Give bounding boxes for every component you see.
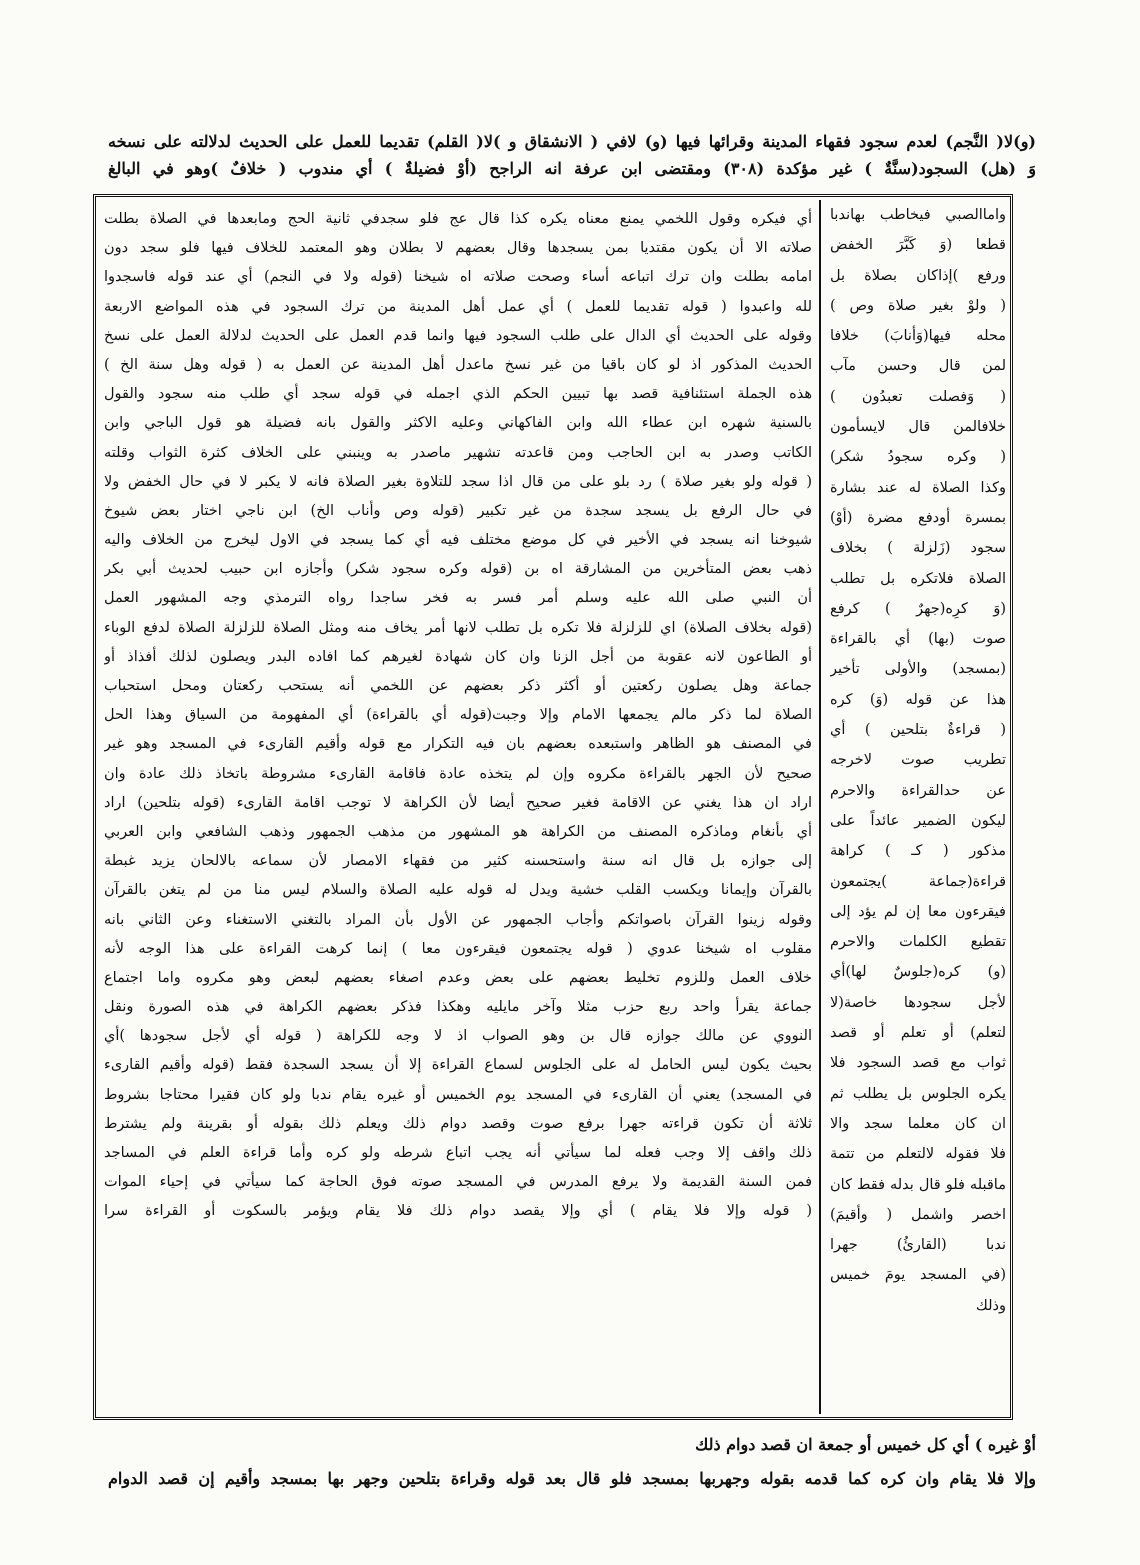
commentary-line: جماعة يقرأ واحد ربع حزب مثلا وآخر مايليه وهكذا فذكر بعضهم الكراهة في هذه الصورة ونقل [104,999,812,1016]
matn-line: ان كان معلما سجد والا [830,1115,1006,1132]
commentary-line: ( قوله ولو بغير صلاة ) رد بلو على من قال اذا سجد للتلاوة بغير الصلاة فانه لا يكبر لا في حال الخفض ولا [104,473,812,490]
matn-line: ( ولوْ بغير صلاة وص ) [830,297,1006,314]
matn-line: الصلاة فلاتكره بل تطلب [830,570,1006,587]
matn-line: ثواب مع قصد السجود فلا [830,1055,1006,1072]
matn-line: لأجل سجودها خاصة(لا [830,994,1006,1011]
commentary-line: صلاته الا أن يكون مقتديا بمن يسجدها وقال بعضهم لا بطلان وهو المعتمد للخلاف فيها فلو سجد دون [104,240,812,257]
commentary-line: بالقرآن وإيمانا ويكسب القلب خشية ويدل له قوله عليه الصلاة والسلام ليس منا من لم يتغن بالقرآن [104,882,812,899]
commentary-line: بحيث يكون ليس الحامل له على الجلوس لسماع القراءة إلا أن يسجد السجدة فقط (قوله وأقيم القارىء [104,1057,812,1074]
commentary-line: أن النبي صلى الله عليه وسلم أمر فسر به فخر ساجدا رواه الترمذي وجه المشهور العمل [104,590,812,607]
matn-line: فلا فقوله لالتعلم من تتمة [830,1146,1006,1163]
commentary-line: خلاف العمل وللزوم تخليط بعضهم على بعض وعدم اصغاء بعضهم لبعض وهو مكروه واما اجتماع [104,969,812,986]
commentary-line: لله واعبدوا ( قوله تقديما للعمل ) أي عمل أهل المدينة من ترك السجود في هذه المواضع الاربعة [104,298,812,315]
matn-line: وذلك [975,1297,1006,1314]
commentary-line: وقوله زينوا القرآن باصواتكم وأجاب الجمهور عن الأول بأن المراد بالتغني الاستغناء وعن الثاني بانه [104,911,812,928]
matn-line: تطريب صوت لاخرجه [830,752,1006,769]
commentary-line: شيوخنا انه يسجد في الأخير في كل موضع مختلف فيه أي كما يسجد في الاول ليخرج من الخلاف واليه [104,532,812,549]
matn-line: تقطيع الكلمات والاحرم [830,934,1006,951]
matn-line: بمسرة أودفع مضرة (أوْ) [830,509,1006,526]
matn-line: محله فيها(وَأنابَ) خلافا [830,328,1006,345]
commentary-line: مقلوب اه شيخنا عدوي ( قوله يجتمعون فيقرءون معا ) إنما كرهت القراءة على هذا الوجه لأنه [104,940,812,957]
matn-line: ( وكره سجودُ شكر) [830,449,1006,466]
matn-line: يكره الجلوس بل يطلب ثم [830,1085,1006,1102]
commentary-line: وقوله على الحديث أي الدال على طلب السجود فيها وانما قدم العمل على الحديث لدلالة العمل على نسخ [104,327,812,344]
bottom-text-line: وإلا فلا يقام وان كره كما قدمه بقوله وجهربها بمسجد فلو قال بعد قوله وقراءة بتلحين وجهر بها بمسجد وأقيم إن قصد الدوام [108,1469,1036,1488]
commentary-line: فمن السنة القديمة ولا يرفع المدرس في المسجد صوته فوق الحاجة كما سيأتي في إحياء الموات [104,1174,812,1191]
commentary-line: ( قوله وإلا فلا يقام ) أي وإلا يقصد دوام ذلك فلا يقام ويؤمر بالسكوت أو القراءة سرا [104,1203,812,1220]
bottom-text-line: أوْ غيره ) أي كل خميس أو جمعة ان قصد دوام ذلك [695,1435,1036,1454]
commentary-line: الكاتب وصدر به ابن الحاجب ومن قاعدته تشهير ماصدر به وينبني على الخلاف كثرة الثواب وقلته [104,444,812,461]
matn-line: مذكور ( كـ ) كراهة [830,843,1006,860]
commentary-line: أي بأنغام وماذكره المصنف من الكراهة هو المشهور من مذهب الجمهور وذهب الشافعي وابن العربي [104,823,812,840]
matn-line: ندبا (القارئُ) جهرا [830,1237,1006,1254]
commentary-line: أي فيكره وقول اللخمي يمنع معناه يكره كذا قال عج فلو سجدفي ثانية الحج ومابعدها في الصلاة بطلت [104,211,812,227]
commentary-line: جماعة وهل يصلون ركعتين أو أكثر ذكر بعضهم عن اللخمي أنه يستحب ركعتان ومحل استحباب [104,678,812,694]
commentary-line: في حال الرفع بل يسجد سجدة من غير تكبير (قوله وص وأناب الخ) ابن ناجي اختار بعض شيوخ [104,502,812,519]
commentary-text-column [104,205,812,1227]
commentary-line: ثلاثة أن تكون قراءته جهرا برفع صوت وقصد دوام ذلك ويعلم ذلك بقوله أو بقرينة ولم يشترط [104,1115,812,1132]
matn-line: (و) كره(جلوسٌ لها)أي [830,964,1006,981]
matn-line: لمن قال وحسن مآب [830,358,1006,375]
matn-line: فيقرءون معا إن لم يؤد إلى [830,903,1006,920]
commentary-line: أو الطاعون لانه عقوبة من أجل الزنا وان كان شهادة لغيرهم كما افاده البدر ويصلون لذلك أفذاذ أو [104,648,812,665]
matn-line: قطعا (وَ كَبَّرَ الخفض [830,237,1006,254]
matn-line: لتعلم) أو تعلم أو قصد [830,1025,1006,1042]
top-text-line: وَ (هل) السجود(سنَّةٌ ) غير مؤكدة (٣٠٨) ومقتضى ابن عرفة انه الراجح (أوْ فضيلةٌ ) أي مندوب ( خلافٌ )وهو في البالغ [108,159,1036,178]
commentary-line: امامه بطلت وان ترك اتباعه أساء وصحت صلاته اه شيخنا (قوله ولا في النجم) أي عند قوله فاسجدوا [104,269,812,286]
commentary-line: ذهب بعض المتأخرين من المشارقة اه بن (قوله وكره سجود شكر) وأجازه ابن حبيب لحديث أبي بكر [104,561,812,578]
matn-line: (بمسجد) والأولى تأخير [830,661,1006,678]
matn-line: واماالصبي فيخاطب بهاندبا [830,207,1006,223]
matn-line: ماقبله فلو قال بدله فقط كان [830,1176,1006,1193]
matn-text-column [830,200,1006,1321]
commentary-line: بالسنية شهره ابن عطاء الله وابن الفاكهاني وعليه الاكثر والقول بانه فضيلة هو قول الباجي وابن [104,415,812,432]
commentary-line: النووي عن مالك جوازه قال بن وهو الصواب اذ لا وجه للكراهة ( قوله أي لأجل سجودها )أي [104,1028,812,1045]
commentary-line: إلى جوازه بل قال انه سنة واستحسنه كثير من فقهاء الامصار لأن سماعه بالالحان يزيد غبطة [104,853,812,870]
matn-line: ورفع )إذاكان بصلاة بل [830,267,1006,284]
commentary-line: الحديث المذكور اذ لو كان باقيا من غير نسخ ماعدل أهل المدينة عن العمل به ( قوله وهل سنة الخ ) [104,356,812,373]
bottom-text-block [108,1428,1036,1496]
commentary-line: صحيح لأن الجهر بالقراءة مكروه وإن لم يتخذه عادة فاقامة القارىء مشروطة باتخاذ ذلك عادة وان [104,765,812,782]
commentary-line: في المسجد) يعني أن القارىء في المسجد يوم الخميس أو غيره يقام ندبا ولو كان فقيرا محتاجا بشروط [104,1086,812,1103]
matn-line: سجود (زَلزلة ) بخلاف [830,540,1006,557]
matn-line: قراءة(جماعة )يجتمعون [830,873,1006,890]
matn-line: اخصر واشمل ( وأقيمَ) [830,1206,1006,1223]
matn-line: (وَ كرِه(جهرٌ ) كرفع [830,600,1006,617]
matn-line: ( وَفصلت تعبدُون ) [830,388,1006,405]
commentary-line: (قوله بخلاف الصلاة) اي للزلزلة فلا تكره بل تطلب لانها أمر يخاف منه ومثل الصلاة للزلزلة الصلاة لدفع الوباء [104,619,812,636]
commentary-line: هذه الجملة استئنافية قصد بها تبيين الحكم الذي اجمله في قوله سجد أي طلب منه سجود والقول [104,386,812,403]
matn-line: ليكون الضمير عائداً على [830,812,1006,829]
top-text-block [108,128,1036,182]
matn-line: خلافالمن قال لايسأمون [830,419,1006,436]
commentary-line: ذلك واقف إلا وجب فعله لما سيأتي أنه يجب اتباع شرطه ولو كره وأما قراءة العلم في المساجد [104,1145,812,1161]
matn-line: عن حدالقراءة والاحرم [830,782,1006,799]
matn-line: صوت (بها) أي بالقراءة [830,631,1006,648]
matn-line: (في المسجد يومَ خميس [830,1267,1006,1284]
top-text-line: (و)لا( النَّجم) لعدم سجود فقهاء المدينة وقرائها فيها (و) لافي ( الانشقاق و )لا( القلم) تقديما للعمل على الحديث لدلالته على نسخه [108,132,1036,151]
matn-line: هذا عن قوله (وَ) كره [830,691,1006,708]
commentary-line: اراد ان هذا يغني عن الاقامة فغير صحيح أيضا لأن الكراهة لا توجب اقامة القارىء (قوله بتلحين) اراد [104,794,812,811]
column-divider [819,200,821,1414]
matn-line: وكذا الصلاة له عند بشارة [830,479,1006,496]
commentary-line: الصلاة لما ذكر مالم يجمعها الامام وإلا وجبت(قوله أي بالقراءة) أي المفهومة من السياق وهذا الحل [104,707,812,724]
commentary-line: في المصنف هو الظاهر واستبعده بعضهم بان فيه التكرار مع قوله وأقيم القارىء في المسجد وهو غير [104,736,812,753]
matn-line: ( قراءةٌ بتلحين ) أي [830,722,1006,739]
